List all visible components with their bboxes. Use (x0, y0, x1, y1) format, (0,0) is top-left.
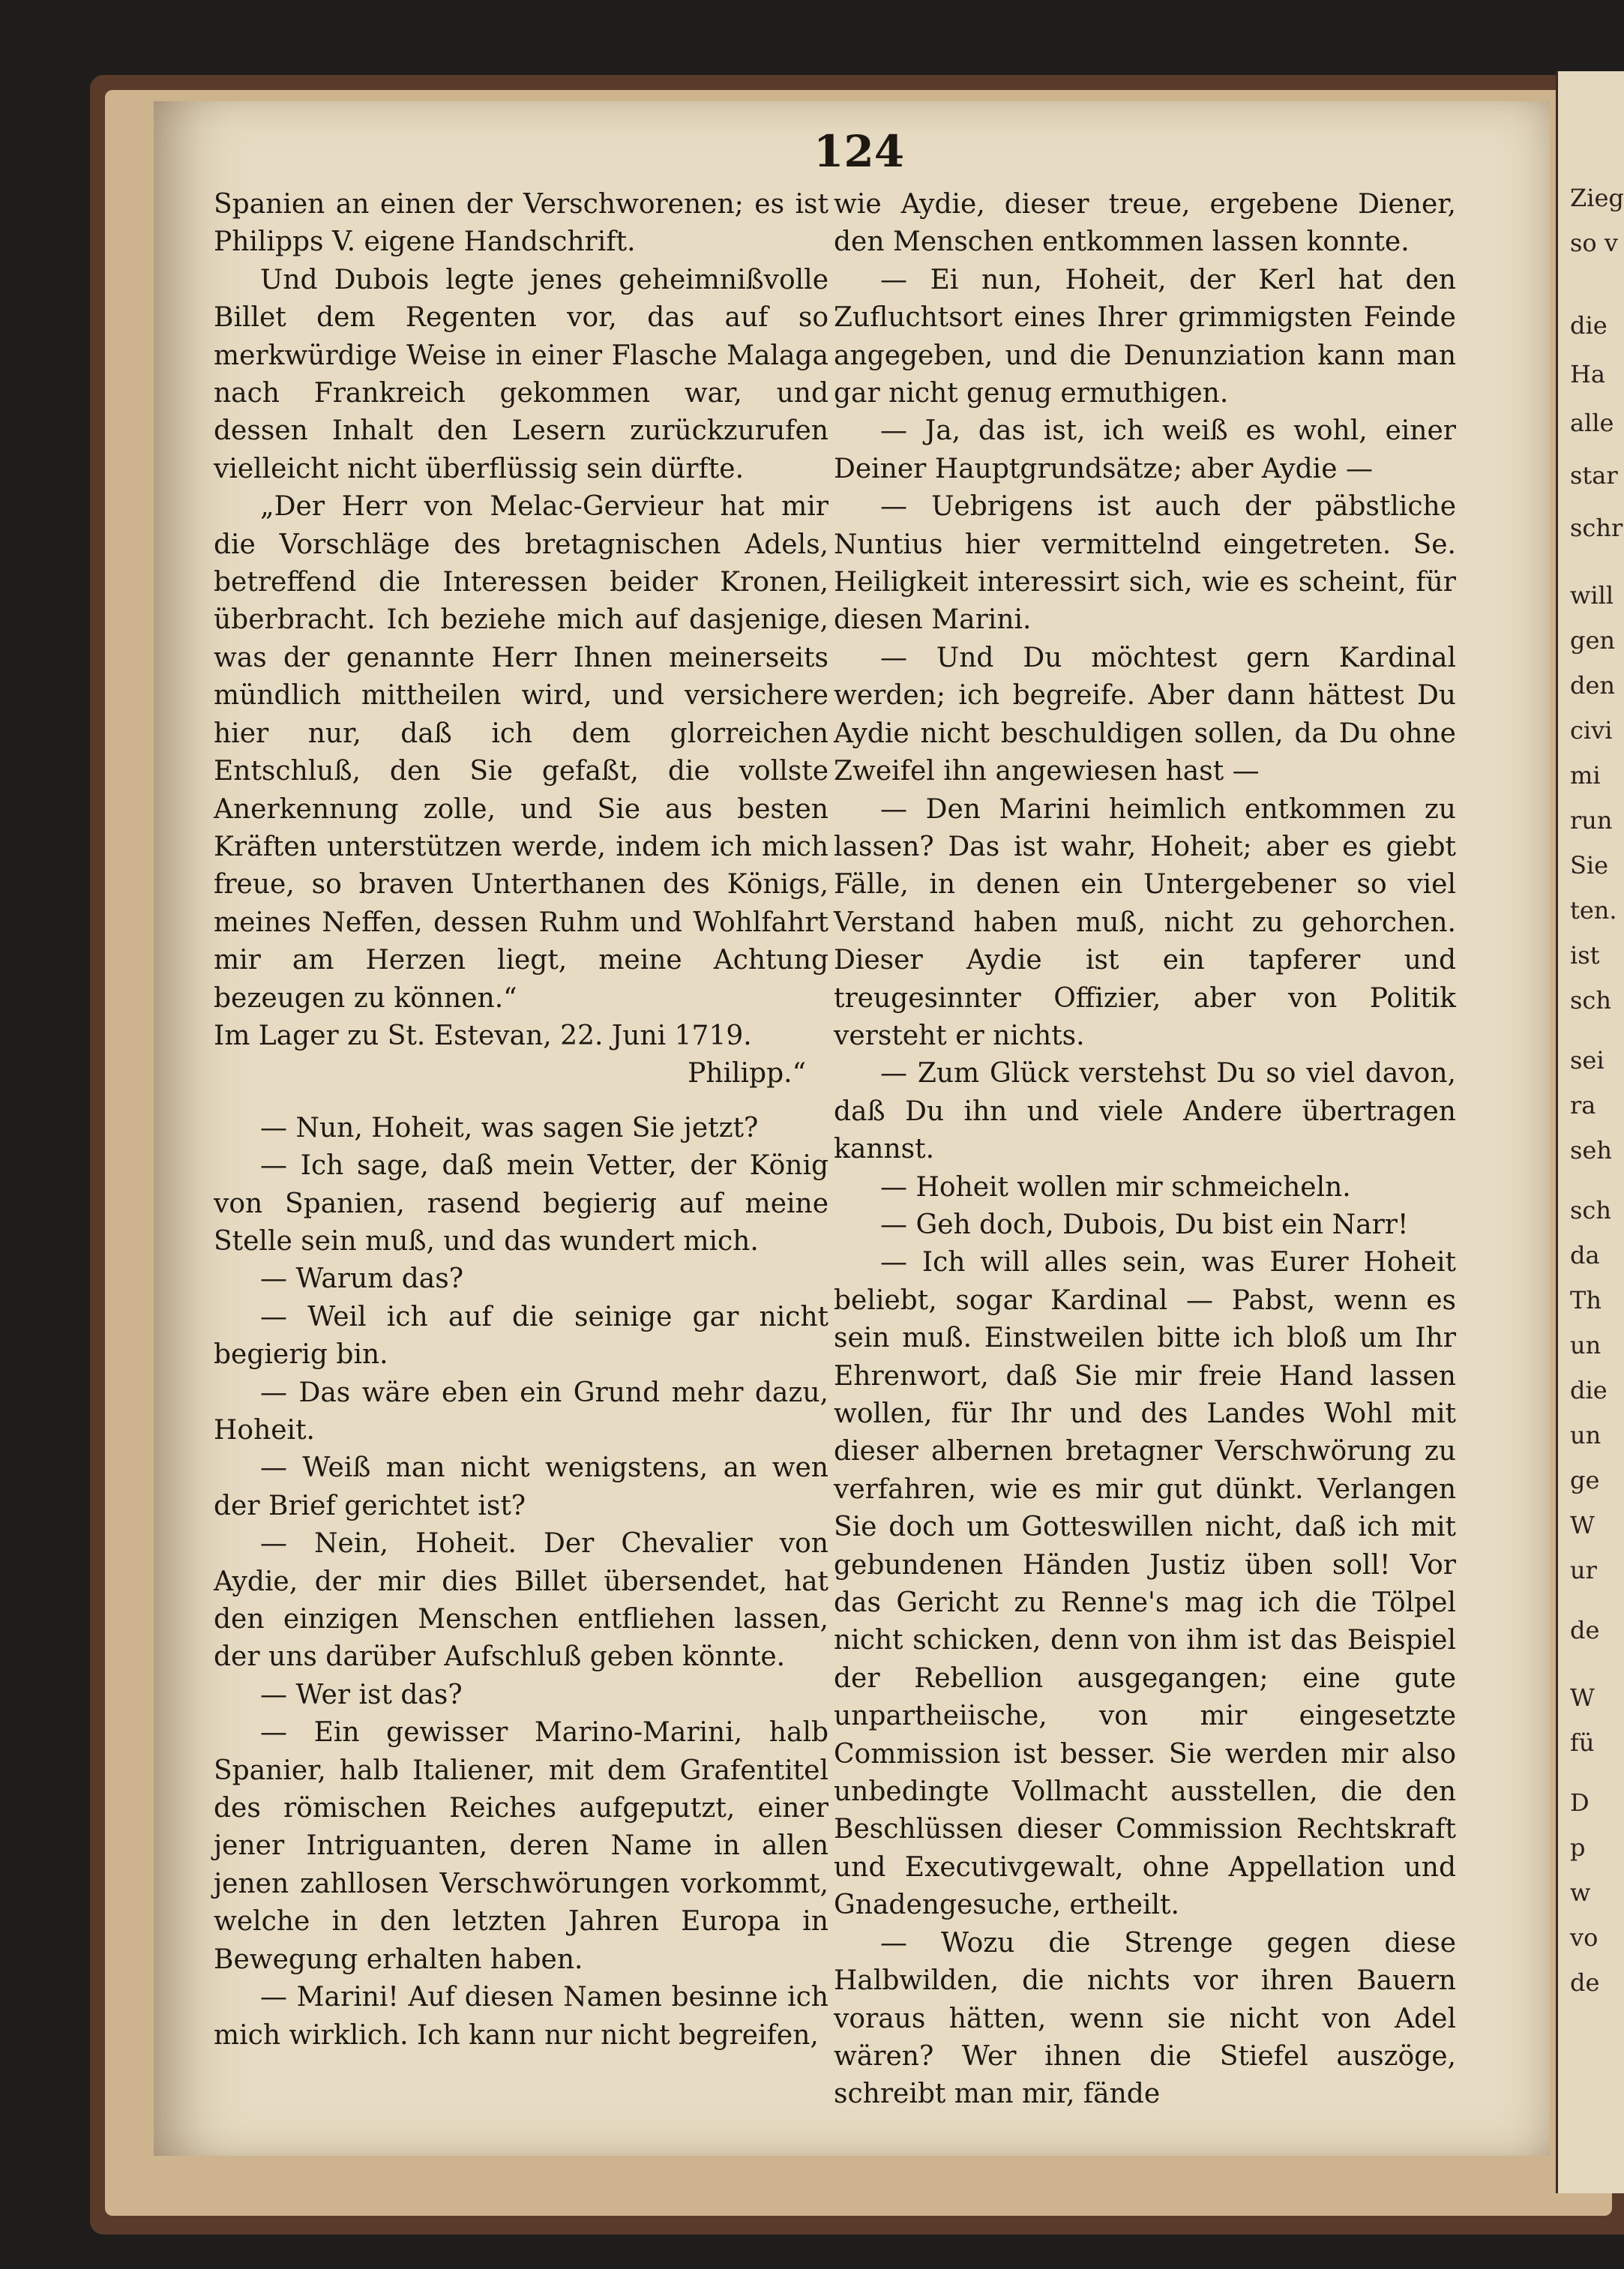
left-text-column (214, 186, 828, 2055)
right-text-column (834, 186, 1456, 2114)
adjacent-page-fragment: w (1570, 1878, 1591, 1907)
adjacent-page-fragment: ur (1570, 1556, 1597, 1584)
paragraph: — Warum das? (260, 1263, 464, 1295)
paragraph: — Ein gewisser Marino-Marini, halb Spanier, halb Italiener, mit dem Grafentitel des römischen Reiches aufgeputzt, einer jener Intriguanten, deren Name in allen jenen zahllosen Verschwörungen vorkommt, welche in den letzten Jahren Europa in Bewegung erhalten haben. (214, 1717, 828, 1975)
paragraph: — Das wäre eben ein Grund mehr dazu, Hoheit. (214, 1377, 828, 1446)
adjacent-page-fragment: vo (1570, 1923, 1599, 1952)
adjacent-page-fragment: Sie (1570, 851, 1609, 880)
paragraph: — Wer ist das? (260, 1679, 463, 1710)
paragraph: — Hoheit wollen mir schmeicheln. (880, 1171, 1351, 1203)
adjacent-page-fragment: da (1570, 1241, 1600, 1269)
paragraph: Im Lager zu St. Estevan, 22. Juni 1719. (214, 1020, 752, 1051)
paragraph: — Und Du möchtest gern Kardinal werden; ich begreife. Aber dann hättest Du Aydie nicht beschuldigen sollen, da Du ohne Zweifel ihn angewiesen hast — (834, 642, 1456, 787)
paragraph: — Ja, das ist, ich weiß es wohl, einer Deiner Hauptgrundsätze; aber Aydie — (834, 415, 1456, 484)
adjacent-page-fragment: gen (1570, 626, 1616, 655)
adjacent-page-fragment: so v (1570, 229, 1618, 257)
adjacent-page-fragment: Ha (1570, 360, 1605, 388)
paragraph: — Weiß man nicht wenigstens, an wen der Brief gerichtet ist? (214, 1452, 828, 1521)
adjacent-page-fragment: mi (1570, 761, 1601, 790)
paragraph: — Uebrigens ist auch der päbstliche Nuntius hier vermittelnd eingetreten. Se. Heiligkeit interessirt sich, wie es scheint, für diesen Marini. (834, 491, 1456, 636)
adjacent-page-fragment: de (1570, 1968, 1600, 1997)
adjacent-page-fragment: seh (1570, 1136, 1612, 1164)
adjacent-page-fragment: Zieg (1570, 184, 1624, 212)
paragraph: „Der Herr von Melac-Gervieur hat mir die Vorschläge des bretagnischen Adels, betreffend die Interessen beider Kronen, überbracht. Ich beziehe mich auf dasjenige, was der genannte Herr Ihnen meinerseits mündlich mittheilen wird, und versichere hier nur, daß ich dem glorreichen Entschluß, den Sie gefaßt, die vollste Anerkennung zolle, und Sie aus besten Kräften unterstützen werde, indem ich mich freue, so braven Unterthanen des Königs, meines Neffen, dessen Ruhm und Wohlfahrt mir am Herzen liegt, meine Achtung bezeugen zu können.“ (214, 491, 828, 1014)
adjacent-page-fragment: sch (1570, 986, 1611, 1015)
adjacent-page-fragment: den (1570, 671, 1616, 700)
paragraph: — Ich sage, daß mein Vetter, der König von Spanien, rasend begierig auf meine Stelle sein muß, und das wundert mich. (214, 1150, 828, 1257)
adjacent-page-fragment: alle (1570, 409, 1614, 437)
adjacent-page-fragment: D (1570, 1788, 1590, 1817)
adjacent-page-strip (1556, 71, 1624, 2193)
adjacent-page-fragment: star (1570, 461, 1618, 490)
paragraph: — Geh doch, Dubois, Du bist ein Narr! (880, 1209, 1409, 1240)
adjacent-page-fragment: sch (1570, 1196, 1611, 1224)
adjacent-page-fragment: ten. (1570, 896, 1617, 925)
adjacent-page-fragment: fü (1570, 1728, 1595, 1757)
adjacent-page-fragment: schr (1570, 514, 1623, 542)
paragraph: — Zum Glück verstehst Du so viel davon, daß Du ihn und viele Andere übertragen kannst. (834, 1058, 1456, 1165)
adjacent-page-fragment: sei (1570, 1046, 1605, 1075)
adjacent-page-fragment: p (1570, 1833, 1586, 1862)
adjacent-page-fragment: W (1570, 1683, 1595, 1712)
paragraph: — Marini! Auf diesen Namen besinne ich mich wirklich. Ich kann nur nicht begreifen, (214, 1982, 828, 2051)
adjacent-page-fragment: Th (1570, 1286, 1602, 1314)
adjacent-page-fragment: civi (1570, 716, 1613, 745)
paragraph: wie Aydie, dieser treue, ergebene Diener, den Menschen entkommen lassen konnte. (834, 189, 1456, 258)
paragraph: Spanien an einen der Verschworenen; es ist Philipps V. eigene Handschrift. (214, 189, 828, 258)
adjacent-page-fragment: un (1570, 1331, 1602, 1359)
paragraph: — Nein, Hoheit. Der Chevalier von Aydie, der mir dies Billet übersendet, hat den einzigen Menschen entfliehen lassen, der uns darüber Aufschluß geben könnte. (214, 1528, 828, 1673)
paragraph: — Weil ich auf die seinige gar nicht begierig bin. (214, 1301, 828, 1371)
page-number: 124 (813, 126, 905, 177)
paragraph: Und Dubois legte jenes geheimnißvolle Billet dem Regenten vor, das auf so merkwürdige Weise in einer Flasche Malaga nach Frankreich gekommen war, und dessen Inhalt den Lesern zurückzurufen vielleicht nicht überflüssig sein dürfte. (214, 264, 828, 484)
adjacent-page-fragment: run (1570, 806, 1613, 835)
adjacent-page-fragment: die (1570, 311, 1608, 340)
paragraph: — Den Marini heimlich entkommen zu lassen? Das ist wahr, Hoheit; aber es giebt Fälle, in denen ein Untergebener so viel Verstand haben muß, nicht zu gehorchen. Dieser Aydie ist ein tapferer und treugesinnter Offizier, aber von Politik versteht er nichts. (834, 793, 1456, 1051)
paragraph: Philipp.“ (688, 1058, 806, 1090)
adjacent-page-fragment: W (1570, 1511, 1595, 1539)
paragraph: — Ei nun, Hoheit, der Kerl hat den Zufluchtsort eines Ihrer grimmigsten Feinde angegeben, und die Denunziation kann man gar nicht genug ermuthigen. (834, 264, 1456, 409)
adjacent-page-fragment: die (1570, 1376, 1608, 1404)
adjacent-page-fragment: will (1570, 581, 1614, 610)
adjacent-page-fragment: un (1570, 1421, 1602, 1449)
adjacent-page-fragment: ra (1570, 1091, 1596, 1120)
paragraph: — Ich will alles sein, was Eurer Hoheit beliebt, sogar Kardinal — Pabst, wenn es sein muß. Einstweilen bitte ich bloß um Ihr Ehrenwort, daß Sie mir freie Hand lassen wollen, für Ihr und des Landes Wohl mit dieser albernen bretagner Verschwörung zu verfahren, wie es mir gut dünkt. Verlangen Sie doch um Gotteswillen nicht, daß ich mit gebundenen Händen Justiz üben soll! Vor das Gericht zu Renne's mag ich die Tölpel nicht schicken, denn von ihm ist das Beispiel der Rebellion ausgegangen; eine gute unpartheiische, von mir eingesetzte Commission ist besser. Sie werden mir also unbedingte Vollmacht ausstellen, die den Beschlüssen dieser Commission Rechtskraft und Executivgewalt, ohne Appellation und Gnadengesuche, ertheilt. (834, 1247, 1456, 1921)
adjacent-page-fragment: ge (1570, 1466, 1600, 1494)
adjacent-page-fragment: de (1570, 1616, 1600, 1644)
paragraph: — Wozu die Strenge gegen diese Halbwilden, die nichts vor ihren Bauern voraus hätten, wenn sie nicht von Adel wären? Wer ihnen die Stiefel auszöge, schreibt man mir, fände (834, 1927, 1456, 2110)
paragraph: — Nun, Hoheit, was sagen Sie jetzt? (260, 1112, 759, 1143)
adjacent-page-fragment: ist (1570, 941, 1600, 970)
